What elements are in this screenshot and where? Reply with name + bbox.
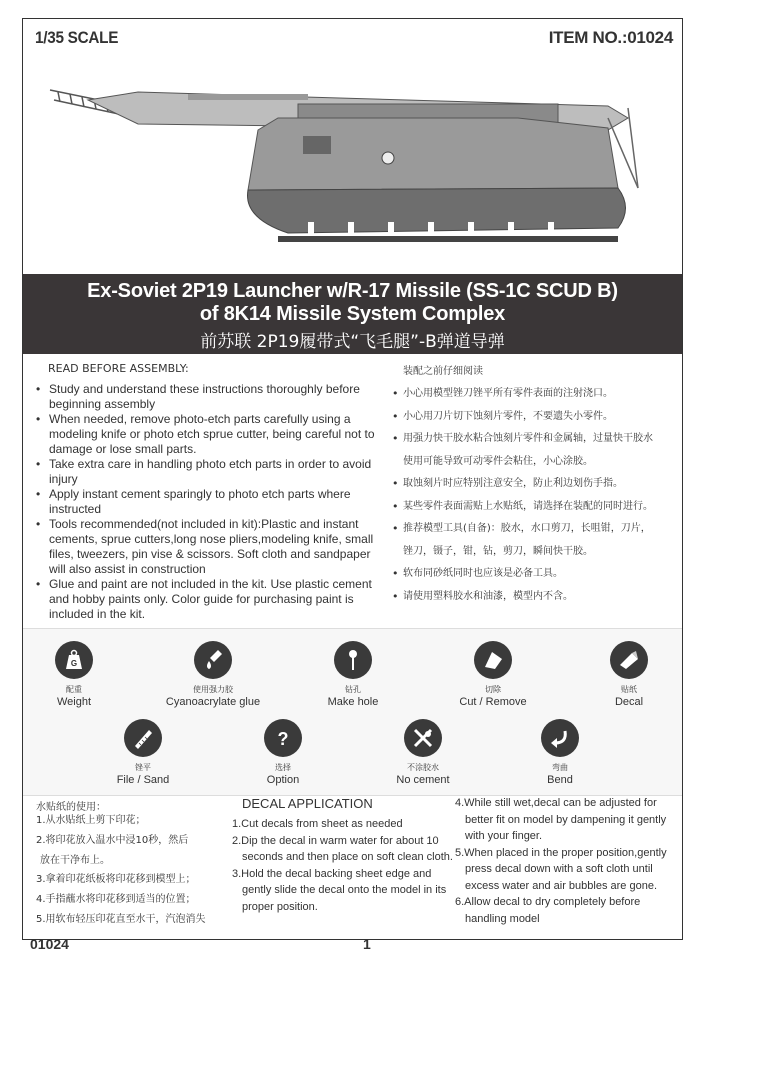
launcher-illustration bbox=[48, 78, 648, 258]
list-item: 5.When placed in the proper position,gently press decal down with a soft cloth until excess water and air bubbles are gone. bbox=[455, 846, 667, 892]
bend-icon bbox=[541, 719, 579, 757]
list-item: • 软布同砂纸同时也应该是必备工具。 bbox=[392, 563, 682, 586]
list-item: • 请使用塑料胶水和油漆，模型内不含。 bbox=[392, 586, 682, 609]
list-item: • 某些零件表面需贴上水贴纸，请选择在装配的同时进行。 bbox=[392, 496, 682, 519]
list-item: 1.从水贴纸上剪下印花； bbox=[36, 815, 146, 826]
list-item: 4.手指蘸水将印花移到适当的位置； bbox=[36, 894, 196, 906]
list-item: 3.拿着印花纸板将印花移到模型上； bbox=[36, 874, 196, 886]
list-item: 6.Allow decal to dry completely before handling model bbox=[455, 896, 641, 925]
list-item: • Study and understand these instructions thoroughly before beginning assembly bbox=[36, 382, 381, 412]
list-item: 使用可能导致可动零件会粘住，小心涂胶。 bbox=[403, 455, 593, 467]
decal-icon bbox=[610, 641, 648, 679]
list-item: • 小心用模型锉刀锉平所有零件表面的注射浇口。 bbox=[392, 383, 682, 406]
title-line-chinese: 前苏联 2P19履带式“飞毛腿”-B弹道导弹 bbox=[200, 332, 505, 352]
list-item: • When needed, remove photo-etch parts carefully using a modeling knife or photo etch sprue cutter, being careful not to damage or lose small parts. bbox=[36, 412, 381, 457]
drill-icon bbox=[334, 641, 372, 679]
read-before-list bbox=[36, 382, 381, 622]
list-item: 4.While still wet,decal can be adjusted for better fit on model by dampening it gently with your finger. bbox=[455, 797, 667, 842]
read-before-heading: READ BEFORE ASSEMBLY: bbox=[48, 362, 189, 375]
legend-bend: 弯曲 Bend bbox=[500, 719, 620, 786]
legend-weight: G 配重 Weight bbox=[14, 641, 134, 708]
scale-label: 1/35 SCALE bbox=[35, 28, 119, 47]
legend-decal: 贴纸 Decal bbox=[569, 641, 689, 708]
decal-cn-list bbox=[36, 811, 236, 930]
list-item: 3.Hold the decal backing sheet edge and gently slide the decal onto the model in its proper position. bbox=[232, 867, 447, 913]
item-number: ITEM NO.:01024 bbox=[548, 28, 673, 47]
list-item: 2.Dip the decal in warm water for about 10 seconds and then place on soft clean cloth. bbox=[232, 834, 453, 863]
list-item: • Take extra care in handling photo etch parts in order to avoid injury bbox=[36, 457, 381, 487]
read-before-cn-heading: 装配之前仔细阅读 bbox=[403, 366, 483, 377]
legend-glue: 使用强力胶 Cyanoacrylate glue bbox=[153, 641, 273, 708]
legend-no-cement: 不涂胶水 No cement bbox=[363, 719, 483, 786]
list-item: • Glue and paint are not included in the kit. Use plastic cement and hobby paints only. Color guide for purchasing paint is included in the kit. bbox=[36, 577, 381, 622]
decal-cn-heading: 水贴纸的使用： bbox=[36, 802, 106, 813]
decal-application-heading: DECAL APPLICATION bbox=[242, 796, 373, 811]
legend-drill: 钻孔 Make hole bbox=[293, 641, 413, 708]
read-before-cn-list bbox=[392, 383, 682, 608]
footer-item-number: 01024 bbox=[30, 936, 69, 952]
list-item: • Apply instant cement sparingly to photo etch parts where instructed bbox=[36, 487, 381, 517]
title-line-1: Ex-Soviet 2P19 Launcher w/R-17 Missile (SS-1C SCUD B) bbox=[87, 280, 618, 302]
legend-cut: 切除 Cut / Remove bbox=[433, 641, 553, 708]
cut-icon bbox=[474, 641, 512, 679]
glue-drop-icon bbox=[194, 641, 232, 679]
list-item: • Tools recommended(not included in kit):Plastic and instant cements, sprue cutters,long nose pliers,modeling knife, small files, tweezers, pin vise & scissors. Soft cloth and sandpaper will also assist in construction bbox=[36, 517, 381, 577]
page-number: 1 bbox=[363, 936, 371, 952]
symbol-legend bbox=[23, 628, 682, 796]
list-item: 锉刀，镊子，钳，钻，剪刀，瞬间快干胶。 bbox=[403, 545, 593, 557]
list-item: 5.用软布轻压印花直至水干，汽泡消失 bbox=[36, 913, 206, 925]
list-item: • 推荐模型工具(自备)：胶水，水口剪刀，长咀钳，刀片， bbox=[392, 518, 682, 541]
list-item: 放在干净布上。 bbox=[40, 854, 110, 866]
list-item: 2.将印花放入温水中浸10秒，然后 bbox=[36, 834, 189, 846]
legend-option: ? 选择 Option bbox=[223, 719, 343, 786]
svg-text:?: ? bbox=[277, 729, 289, 749]
list-item: • 取蚀刻片时应特别注意安全，防止利边划伤手指。 bbox=[392, 473, 682, 496]
file-icon bbox=[124, 719, 162, 757]
list-item: • 用强力快干胶水粘合蚀刻片零件和金属轴，过量快干胶水 bbox=[392, 428, 682, 451]
decal-steps-left bbox=[232, 816, 457, 915]
list-item: • 小心用刀片切下蚀刻片零件，不要遗失小零件。 bbox=[392, 406, 682, 429]
svg-text:G: G bbox=[70, 659, 78, 668]
question-icon bbox=[264, 719, 302, 757]
title-banner bbox=[23, 274, 682, 354]
list-item: 1.Cut decals from sheet as needed bbox=[232, 818, 403, 830]
weight-icon bbox=[55, 641, 93, 679]
no-cement-icon bbox=[404, 719, 442, 757]
legend-file: 锉平 File / Sand bbox=[83, 719, 203, 786]
title-line-2: of 8K14 Missile System Complex bbox=[199, 303, 506, 325]
decal-steps-right bbox=[455, 795, 680, 927]
